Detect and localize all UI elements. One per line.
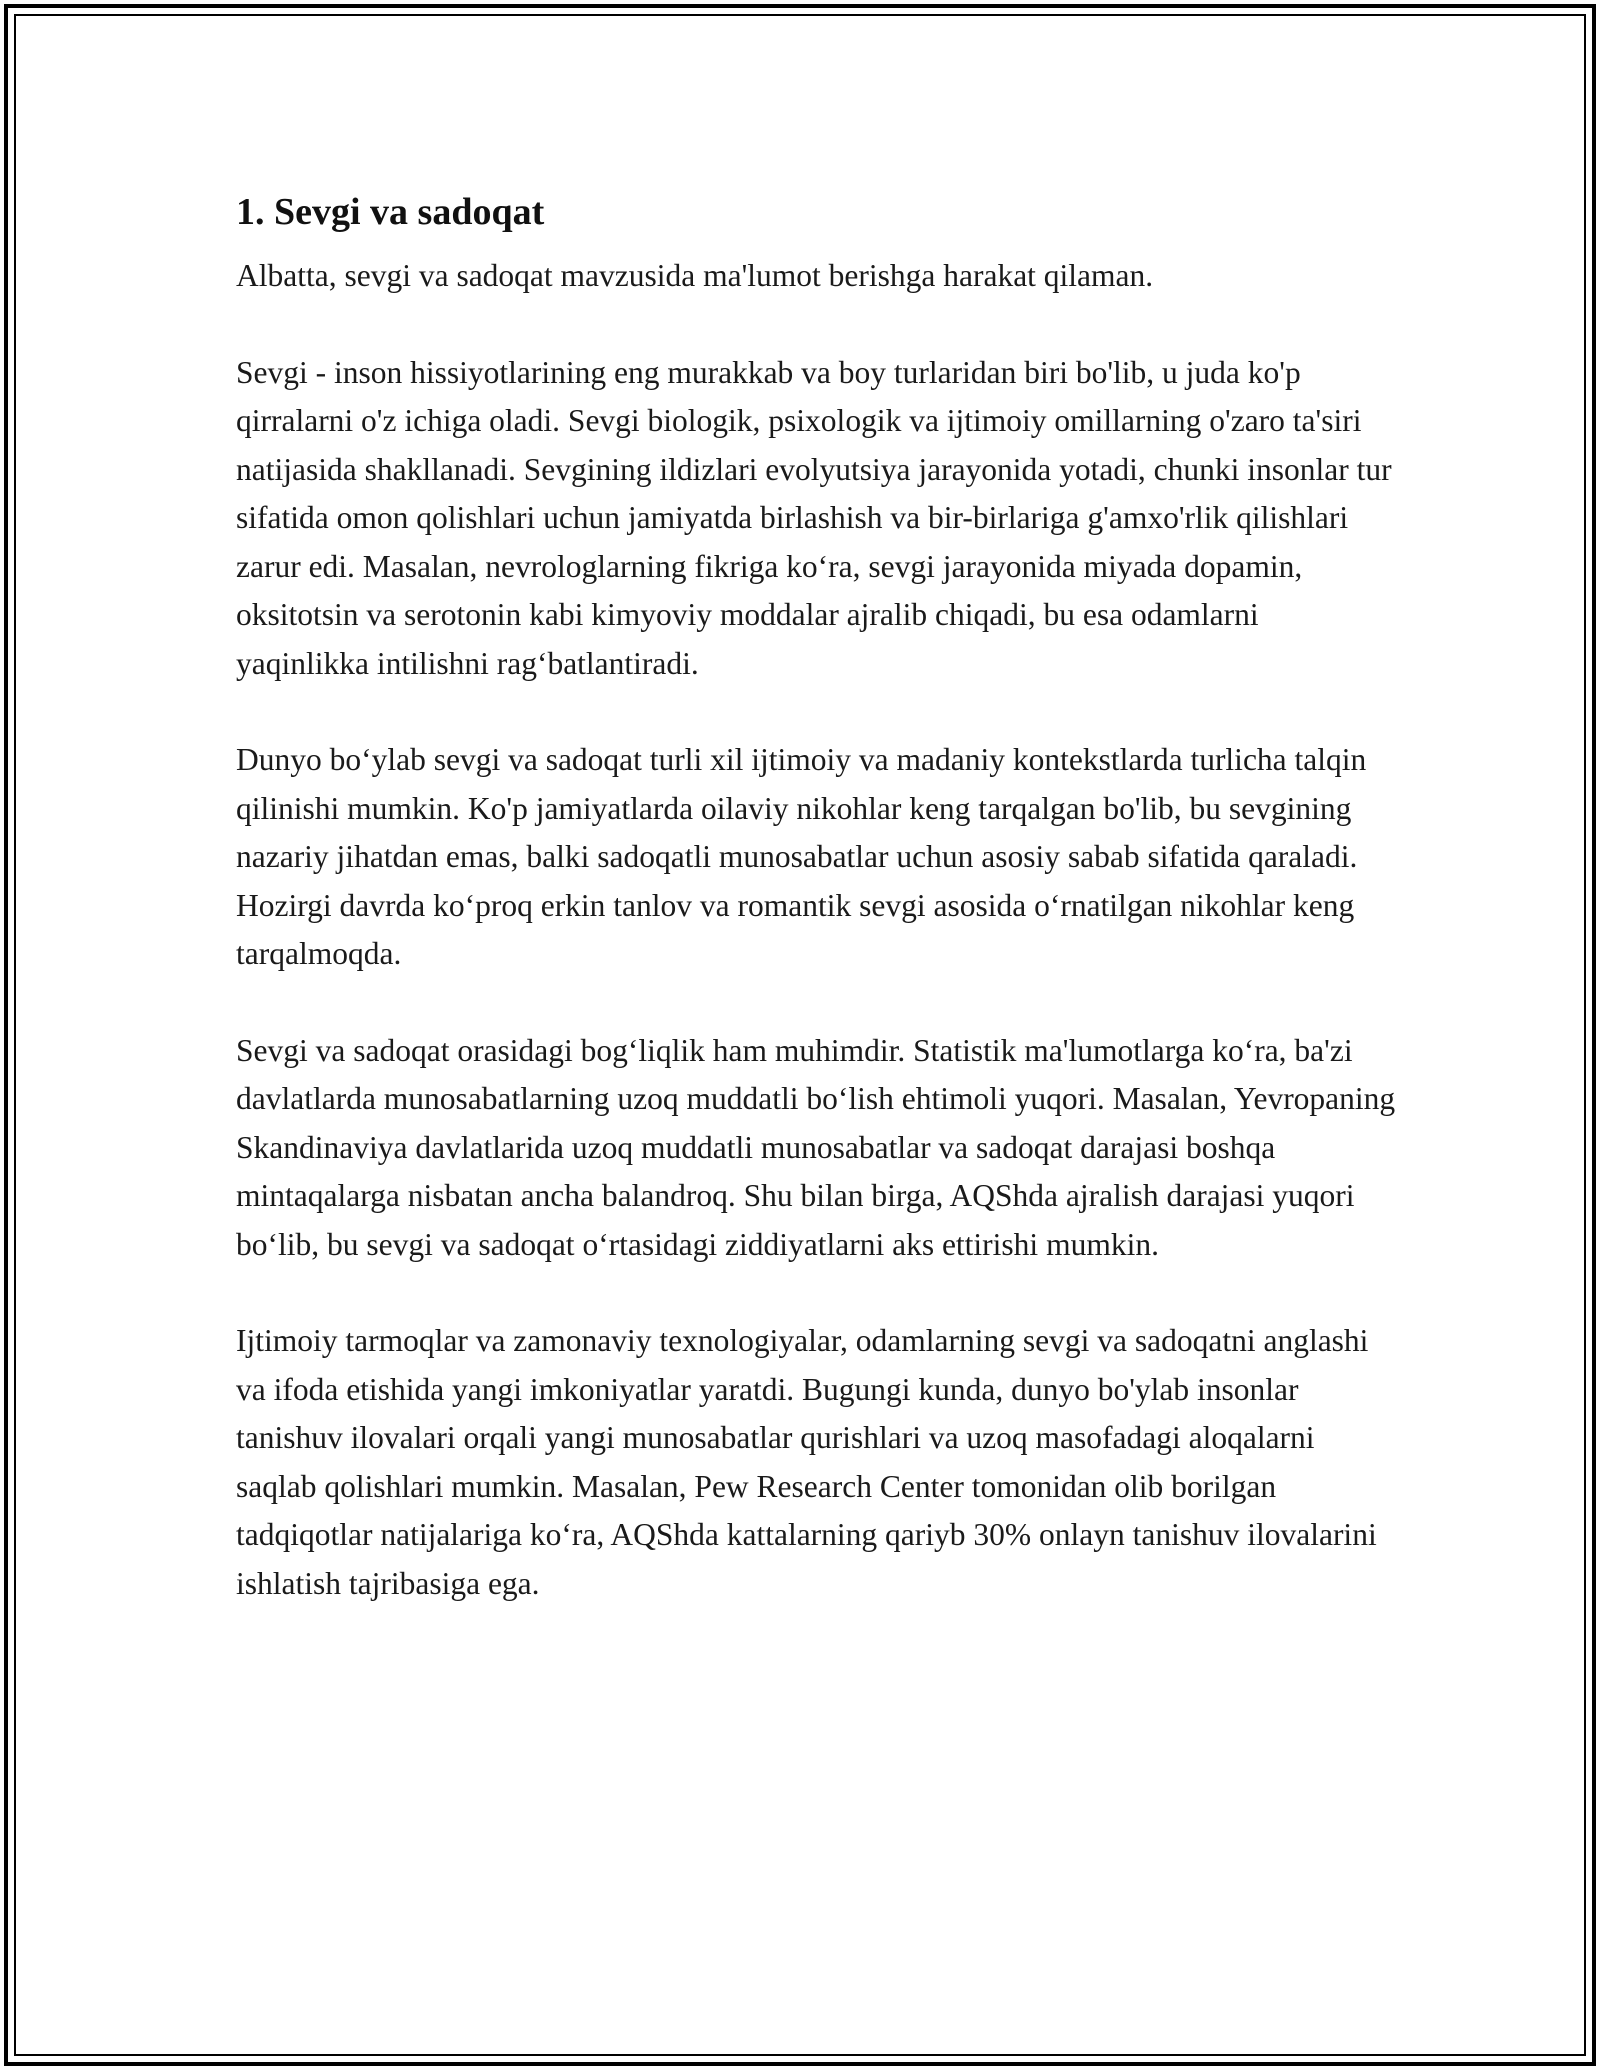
- document-title: 1. Sevgi va sadoqat: [236, 191, 545, 233]
- document-body: [236, 186, 1396, 1656]
- paragraph-statistics: Sevgi va sadoqat orasidagi bog‘liqlik ham muhimdir. Statistik ma'lumotlarga ko‘ra, ba'zi davlatlarda munosabatlarning uzoq muddatli bo‘lish ehtimoli yuqori. Masalan, Yevropaning Skandinaviya davlatlarida uzoq muddatli munosabatlar va sadoqat darajasi boshqa mintaqalarga nisbatan ancha balandroq. Shu bilan birga, AQShda ajralish darajasi yuqori bo‘lib, bu sevgi va sadoqat o‘rtasidagi ziddiyatlarni aks ettirishi mumkin.: [236, 1032, 1396, 1262]
- paragraph-definition: Sevgi - inson hissiyotlarining eng murakkab va boy turlaridan biri bo'lib, u juda ko'p qirralarni o'z ichiga oladi. Sevgi biologik, psixologik va ijtimoiy omillarning o'zaro ta'siri natijasida shakllanadi. Sevgining ildizlari evolyutsiya jarayonida yotadi, chunki insonlar tur sifatida omon qolishlari uchun jamiyatda birlashish va bir-birlariga g'amxo'rlik qilishlari zarur edi. Masalan, nevrologlarning fikriga ko‘ra, sevgi jarayonida miyada dopamin, oksitotsin va serotonin kabi kimyoviy moddalar ajralib chiqadi, bu esa odamlarni yaqinlikka intilishni rag‘batlantiradi.: [236, 354, 1392, 681]
- paragraph-cultural-context: Dunyo bo‘ylab sevgi va sadoqat turli xil ijtimoiy va madaniy kontekstlarda turlicha talqin qilinishi mumkin. Ko'p jamiyatlarda oilaviy nikohlar keng tarqalgan bo'lib, bu sevgining nazariy jihatdan emas, balki sadoqatli munosabatlar uchun asosiy sabab sifatida qaraladi. Hozirgi davrda ko‘proq erkin tanlov va romantik sevgi asosida o‘rnatilgan nikohlar keng tarqalmoqda.: [236, 742, 1367, 971]
- paragraph-intro: Albatta, sevgi va sadoqat mavzusida ma'lumot berishga harakat qilaman.: [236, 258, 1154, 293]
- paragraph-technology: Ijtimoiy tarmoqlar va zamonaviy texnologiyalar, odamlarning sevgi va sadoqatni anglashi va ifoda etishida yangi imkoniyatlar yaratdi. Bugungi kunda, dunyo bo'ylab insonlar tanishuv ilovalari orqali yangi munosabatlar qurishlari va uzoq masofadagi aloqalarni saqlab qolishlari mumkin. Masalan, Pew Research Center tomonidan olib borilgan tadqiqotlar natijalariga ko‘ra, AQShda kattalarning qariyb 30% onlayn tanishuv ilovalarini ishlatish tajribasiga ega.: [236, 1323, 1377, 1601]
